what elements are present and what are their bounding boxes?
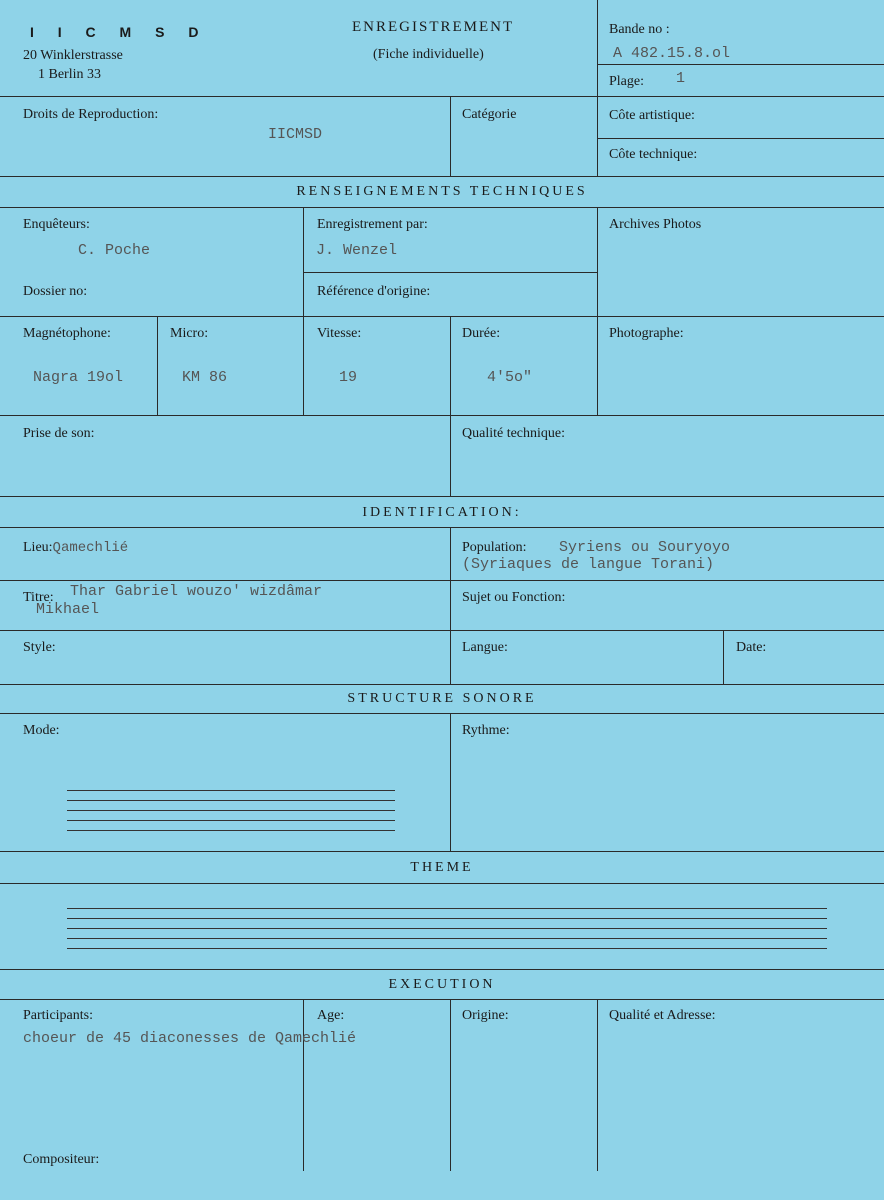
vitesse-value: 19 <box>339 369 358 386</box>
rule <box>0 527 884 528</box>
rule <box>303 999 304 1171</box>
photographe-label: Photographe: <box>609 326 684 341</box>
section-identification: IDENTIFICATION: <box>362 505 522 520</box>
rule <box>0 580 884 581</box>
rule <box>0 684 884 685</box>
lieu-label <box>23 540 128 557</box>
reference-label: Référence d'origine: <box>317 284 431 299</box>
prise-de-son-label: Prise de son: <box>23 426 95 441</box>
mode-label: Mode: <box>23 723 60 738</box>
vitesse-label: Vitesse: <box>317 326 362 341</box>
section-structure: STRUCTURE SONORE <box>347 691 537 706</box>
plage-label: Plage: <box>609 74 644 89</box>
rule <box>450 316 451 496</box>
staff-line <box>67 800 395 801</box>
sujet-fonction-label: Sujet ou Fonction: <box>462 590 566 605</box>
rythme-label: Rythme: <box>462 723 510 738</box>
rule <box>0 969 884 970</box>
qualite-technique-label: Qualité technique: <box>462 426 566 441</box>
origine-label: Origine: <box>462 1008 509 1023</box>
lieu-label-text: Lieu: <box>23 540 53 555</box>
staff-line <box>67 938 827 939</box>
address-line-1: 20 Winklerstrasse <box>23 48 123 63</box>
age-label: Age: <box>317 1008 345 1023</box>
enregistrement-label: Enregistrement par: <box>317 217 428 232</box>
form-title: ENREGISTREMENT <box>352 19 515 35</box>
rule <box>303 207 304 415</box>
section-theme: THEME <box>410 860 474 875</box>
staff-line <box>67 908 827 909</box>
staff-line <box>67 820 395 821</box>
dossier-label: Dossier no: <box>23 284 88 299</box>
cote-technique-label: Côte technique: <box>609 147 698 162</box>
rule <box>450 96 451 176</box>
rule <box>0 883 884 884</box>
rule <box>597 207 598 415</box>
bande-value: A 482.15.8.ol <box>613 45 731 62</box>
enregistrement-value: J. Wenzel <box>316 242 398 259</box>
langue-label: Langue: <box>462 640 508 655</box>
lieu-value: Qamechlié <box>52 540 129 556</box>
titre-label: Titre: <box>23 590 54 605</box>
rule <box>0 630 884 631</box>
rule <box>0 316 884 317</box>
micro-label: Micro: <box>170 326 209 341</box>
droits-label: Droits de Reproduction: <box>23 107 159 122</box>
rule <box>0 999 884 1000</box>
enqueteurs-label: Enquêteurs: <box>23 217 90 232</box>
rule <box>597 0 598 176</box>
org-logo: I I C M S D <box>30 24 209 40</box>
rule <box>450 527 451 684</box>
population-value-2: (Syriaques de langue Torani) <box>462 556 715 573</box>
duree-value: 4'5o" <box>487 369 533 386</box>
rule <box>597 999 598 1171</box>
address-line-2: 1 Berlin 33 <box>38 67 101 82</box>
rule <box>450 999 451 1171</box>
staff-line <box>67 948 827 949</box>
staff-line <box>67 790 395 791</box>
titre-value-1: Thar Gabriel wouzo' wizdâmar <box>70 583 323 600</box>
duree-label: Durée: <box>462 326 501 341</box>
droits-value: IICMSD <box>268 126 323 143</box>
rule <box>0 207 884 208</box>
magnetophone-value: Nagra 19ol <box>33 369 124 386</box>
bande-label: Bande no : <box>609 22 670 37</box>
rule <box>157 316 158 415</box>
categorie-label: Catégorie <box>462 107 517 122</box>
plage-value: 1 <box>676 70 686 87</box>
staff-line <box>67 810 395 811</box>
staff-line <box>67 918 827 919</box>
style-label: Style: <box>23 640 56 655</box>
section-technique: RENSEIGNEMENTS TECHNIQUES <box>296 184 588 199</box>
population-value-1: Syriens ou Souryoyo <box>559 539 731 556</box>
staff-line <box>67 830 395 831</box>
participants-value: choeur de 45 diaconesses de Qamechlié <box>23 1030 357 1047</box>
rule <box>0 851 884 852</box>
rule <box>0 96 884 97</box>
rule <box>0 176 884 177</box>
section-execution: EXECUTION <box>388 977 496 992</box>
micro-value: KM 86 <box>182 369 228 386</box>
rule <box>303 272 597 273</box>
participants-label: Participants: <box>23 1008 93 1023</box>
rule <box>0 415 884 416</box>
rule <box>0 496 884 497</box>
form-subtitle: (Fiche individuelle) <box>373 47 484 62</box>
titre-value-2: Mikhael <box>36 601 100 618</box>
magnetophone-label: Magnétophone: <box>23 326 111 341</box>
staff-line <box>67 928 827 929</box>
rule <box>597 138 884 139</box>
compositeur-label: Compositeur: <box>23 1152 100 1167</box>
enqueteurs-value: C. Poche <box>78 242 151 259</box>
rule <box>0 713 884 714</box>
qualite-adresse-label: Qualité et Adresse: <box>609 1008 716 1023</box>
rule <box>597 64 884 65</box>
date-label: Date: <box>736 640 767 655</box>
cote-artistique-label: Côte artistique: <box>609 108 695 123</box>
population-label: Population: <box>462 540 527 555</box>
rule <box>723 630 724 684</box>
archives-photos-label: Archives Photos <box>609 217 702 232</box>
rule <box>450 713 451 851</box>
